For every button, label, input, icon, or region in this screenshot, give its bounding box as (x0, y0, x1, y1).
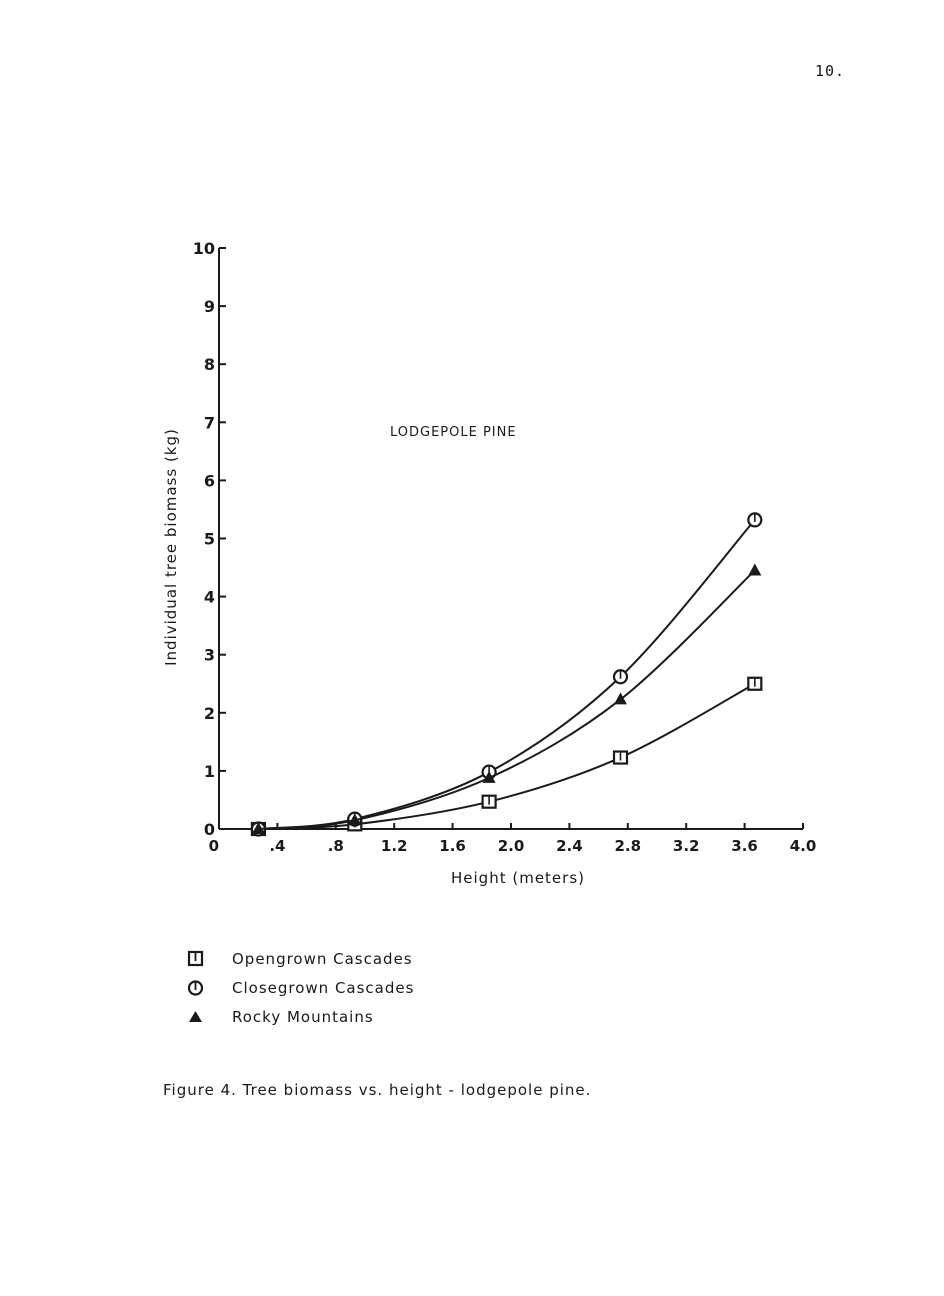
legend-item-rocky (185, 1002, 414, 1031)
series-layer (252, 513, 761, 835)
x-tick-label: 2.0 (497, 837, 525, 855)
y-tick-label: 0 (203, 820, 215, 839)
y-tick-label: 2 (203, 703, 215, 723)
legend-item-opengrown (185, 944, 414, 973)
page-number: 10. (815, 62, 846, 80)
y-tick-label: 7 (203, 413, 215, 433)
y-tick-label: 4 (203, 587, 215, 607)
legend (185, 944, 414, 1031)
triangle-marker (614, 692, 627, 704)
square-data-point (748, 678, 761, 690)
x-tick-label: 1.6 (439, 837, 466, 855)
square-data-point (614, 752, 627, 764)
y-tick-label: 9 (203, 297, 215, 317)
series-line-triangle (258, 570, 754, 829)
legend-label: Closegrown Cascades (232, 978, 415, 997)
legend-label: Rocky Mountains (232, 1007, 374, 1026)
y-tick-label: 5 (203, 529, 215, 549)
y-tick-label: 1 (203, 761, 215, 781)
x-tick-label: .4 (269, 837, 286, 855)
x-tick-label: 2.8 (614, 837, 642, 855)
circle-marker-icon (185, 977, 207, 999)
circle-data-point (748, 513, 761, 526)
legend-item-closegrown (185, 973, 414, 1002)
triangle-marker (748, 563, 761, 575)
figure-caption: Figure 4. Tree biomass vs. height - lodgepole pine. (163, 1081, 592, 1099)
circle-data-point (614, 670, 627, 683)
x-tick-label: 4.0 (789, 837, 817, 855)
triangle-data-point (748, 563, 761, 575)
x-tick-label: 3.6 (731, 837, 758, 855)
series-line-square (258, 684, 754, 829)
legend-label: Opengrown Cascades (232, 949, 413, 968)
x-tick-label: 1.2 (380, 837, 408, 855)
x-axis-label: Height (meters) (451, 869, 585, 887)
x-tick-label: .8 (327, 837, 344, 855)
y-tick-label: 10 (192, 239, 215, 258)
square-marker-icon (185, 948, 207, 970)
x-tick-label: 3.2 (672, 837, 700, 855)
y-tick-label: 6 (203, 471, 215, 491)
square-data-point (483, 796, 496, 808)
series-line-circle (258, 520, 754, 829)
y-axis-label: Individual tree biomass (kg) (162, 428, 180, 666)
triangle-data-point (614, 692, 627, 704)
x-tick-label: 0 (208, 837, 219, 855)
triangle-marker-icon (185, 1006, 207, 1028)
y-tick-label: 8 (203, 355, 215, 375)
x-tick-label: 2.4 (556, 837, 583, 855)
y-tick-label: 3 (203, 645, 215, 665)
chart-annotation: LODGEPOLE PINE (390, 425, 517, 440)
